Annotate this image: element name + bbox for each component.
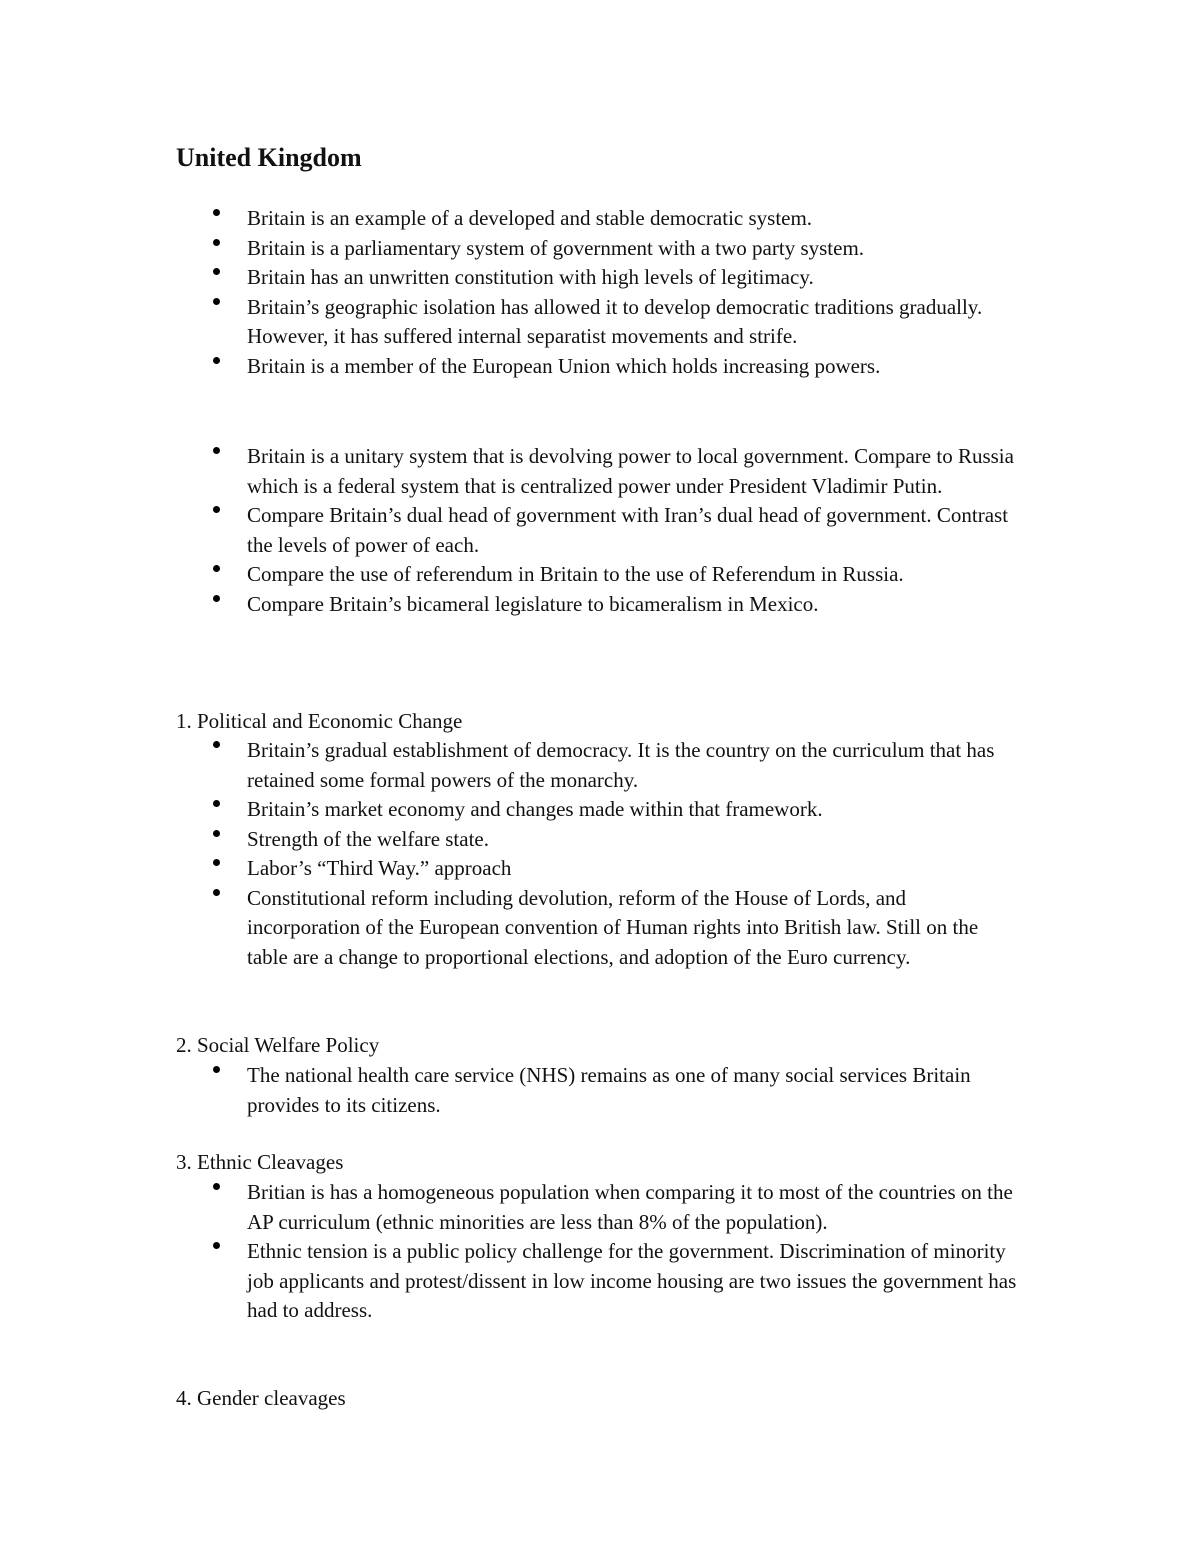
- bullet-icon: [213, 859, 220, 866]
- bullet-icon: [213, 800, 220, 807]
- list-item: Labor’s “Third Way.” approach: [0, 854, 1022, 884]
- list-item: Constitutional reform including devolution, reform of the House of Lords, and incorporation of the European convention of Human rights into British law. Still on the table are a change to proportional elections, and adoption of the Euro currency.: [0, 884, 1022, 973]
- bullet-icon: [213, 506, 220, 513]
- bullet-icon: [213, 741, 220, 748]
- list-item: Britain’s market economy and changes made within that framework.: [0, 795, 1022, 825]
- list-item: Britain’s geographic isolation has allowed it to develop democratic traditions gradually. However, it has suffered internal separatist movements and strife.: [0, 293, 1022, 352]
- bullet-icon: [213, 239, 220, 246]
- bullet-icon: [213, 298, 220, 305]
- bullet-icon: [213, 1183, 220, 1190]
- section-heading-political-economic-change: 1. Political and Economic Change: [176, 709, 463, 733]
- bullet-icon: [213, 1242, 220, 1249]
- bullet-icon: [213, 565, 220, 572]
- section-heading-social-welfare-policy: 2. Social Welfare Policy: [176, 1033, 380, 1057]
- list-item: Strength of the welfare state.: [0, 825, 1022, 855]
- section-2-bullet-list: [0, 1061, 1200, 1120]
- intro-bullet-list: [0, 204, 1200, 381]
- list-item: Britain has an unwritten constitution with high levels of legitimacy.: [0, 263, 1022, 293]
- bullet-icon: [213, 830, 220, 837]
- list-item: Britain is a unitary system that is devolving power to local government. Compare to Russia which is a federal system that is centralized power under President Vladimir Putin.: [0, 442, 1022, 501]
- bullet-icon: [213, 268, 220, 275]
- list-item: Ethnic tension is a public policy challenge for the government. Discrimination of minority job applicants and protest/dissent in low income housing are two issues the government has had to address.: [0, 1237, 1022, 1326]
- section-3-bullet-list: [0, 1178, 1200, 1326]
- list-item: Britain is a member of the European Union which holds increasing powers.: [0, 352, 1022, 382]
- section-1-bullet-list: [0, 736, 1200, 972]
- bullet-icon: [213, 889, 220, 896]
- list-item: Compare Britain’s dual head of government with Iran’s dual head of government. Contrast the levels of power of each.: [0, 501, 1022, 560]
- list-item: Compare the use of referendum in Britain to the use of Referendum in Russia.: [0, 560, 1022, 590]
- list-item: Britain’s gradual establishment of democracy. It is the country on the curriculum that has retained some formal powers of the monarchy.: [0, 736, 1022, 795]
- document-title: United Kingdom: [176, 143, 362, 172]
- bullet-icon: [213, 357, 220, 364]
- list-item: Britain is a parliamentary system of government with a two party system.: [0, 234, 1022, 264]
- list-item: Britian is has a homogeneous population when comparing it to most of the countries on the AP curriculum (ethnic minorities are less than 8% of the population).: [0, 1178, 1022, 1237]
- bullet-icon: [213, 209, 220, 216]
- bullet-icon: [213, 595, 220, 602]
- list-item: Britain is an example of a developed and stable democratic system.: [0, 204, 1022, 234]
- section-heading-ethnic-cleavages: 3. Ethnic Cleavages: [176, 1150, 344, 1174]
- list-item: The national health care service (NHS) remains as one of many social services Britain provides to its citizens.: [0, 1061, 1022, 1120]
- compare-bullet-list: [0, 442, 1200, 619]
- bullet-icon: [213, 447, 220, 454]
- bullet-icon: [213, 1066, 220, 1073]
- list-item: Compare Britain’s bicameral legislature to bicameralism in Mexico.: [0, 590, 1022, 620]
- section-heading-gender-cleavages: 4. Gender cleavages: [176, 1386, 346, 1410]
